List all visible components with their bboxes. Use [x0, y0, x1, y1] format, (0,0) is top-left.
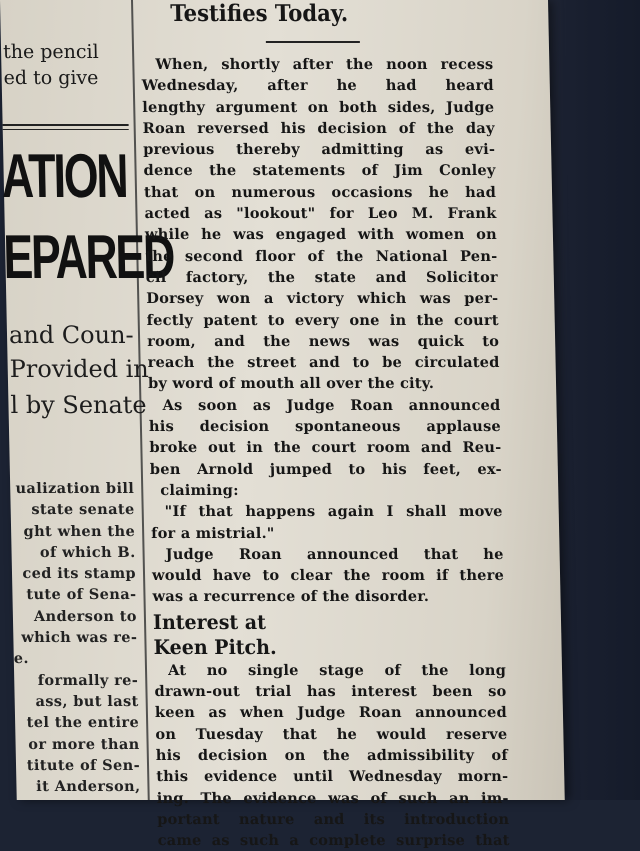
body-line: keen as when Judge Roan announced — [154, 704, 508, 722]
section-subhead-line-1: Interest at — [152, 609, 267, 634]
body-line: At no single stage of the long — [167, 661, 507, 679]
left-body-line: e. — [13, 650, 30, 668]
body-line: while he was engaged with women on — [144, 226, 498, 244]
left-headline-line-1: ATION — [0, 142, 128, 211]
body-line: was a recurrence of the disorder. — [152, 588, 430, 606]
body-line: came as such a complete surprise that — [157, 832, 510, 850]
body-line: his decision spontaneous applause — [148, 418, 502, 436]
left-body-line: which was re- — [21, 629, 138, 647]
body-line: room, and the news was quick to — [146, 332, 500, 350]
body-line: Dorsey won a victory which was per- — [146, 290, 499, 308]
body-line: Wednesday, after he had heard — [141, 77, 494, 95]
body-line: the second floor of the National Pen- — [145, 247, 498, 265]
left-body-line: tel the entire — [26, 714, 140, 732]
left-body-line: or more than — [28, 735, 140, 753]
body-line: lengthy argument on both sides, Judge — [142, 98, 495, 116]
body-line: Roan reversed his decision of the day — [142, 119, 495, 137]
left-body-line: of which B. — [39, 543, 136, 561]
body-line: reach the street and to be circulated — [147, 354, 500, 372]
left-body-line: state senate — [31, 501, 135, 519]
body-line: portant nature and its introduction — [156, 810, 510, 828]
left-body — [10, 478, 145, 797]
body-line: When, shortly after the noon recess — [155, 56, 494, 73]
left-body-line: titute of Sen- — [26, 756, 141, 774]
body-line: broke out in the court room and Reu- — [149, 439, 502, 457]
body-line: acted as "lookout" for Leo M. Frank — [144, 205, 497, 223]
body-line: previous thereby admitting as evi- — [142, 141, 496, 159]
left-rule-thin — [3, 129, 129, 130]
section-subhead-line-2: Keen Pitch. — [153, 634, 277, 659]
body-line: Judge Roan announced that he — [165, 545, 504, 563]
body-line: As soon as Judge Roan announced — [162, 396, 501, 414]
body-line: drawn-out trial has interest been so — [154, 683, 507, 701]
body-line: on Tuesday that he would reserve — [155, 725, 508, 743]
left-headline-line-2: EPARED — [2, 223, 174, 292]
left-body-line: ualization bill — [15, 480, 135, 497]
left-column — [0, 0, 174, 800]
body-line: that on numerous occasions he had — [143, 183, 497, 201]
left-body-line: ass, but last — [35, 692, 139, 710]
left-subhead-line-1: and Coun- — [8, 321, 134, 349]
body-line: fectly patent to every one in the court — [146, 311, 499, 329]
title-rule — [266, 41, 360, 43]
body-line: ing. The evidence was of such an im- — [156, 789, 509, 807]
body-line: dence the statements of Jim Conley — [143, 162, 496, 180]
left-top-line-2: ed to give — [3, 67, 99, 89]
body-line: claiming: — [160, 481, 239, 499]
left-body-line: it Anderson, — [36, 778, 141, 796]
left-subhead-line-2: Provided in — [9, 355, 150, 383]
article-body — [141, 54, 510, 851]
article-title: Testifies Today. — [170, 0, 349, 27]
left-body-line: formally re- — [37, 671, 139, 689]
body-line: would have to clear the room if there — [151, 567, 505, 585]
left-body-line: ced its stamp — [22, 565, 137, 583]
left-top-line-1: the pencil — [2, 41, 99, 63]
body-line: "If that happens again I shall move — [164, 503, 503, 521]
body-line: by word of mouth all over the city. — [147, 375, 435, 393]
body-line: for a mistrial." — [150, 524, 275, 542]
left-rule — [3, 124, 129, 126]
left-body-line: ght when the — [23, 522, 136, 540]
body-line: ben Arnold jumped to his feet, ex- — [149, 460, 503, 478]
left-body-line: Anderson to — [33, 607, 138, 625]
left-body-line: tute of Sena- — [26, 586, 137, 604]
body-line: cil factory, the state and Solicitor — [145, 268, 498, 286]
body-line: this evidence until Wednesday morn- — [156, 768, 509, 786]
body-line: his decision on the admissibility of — [155, 746, 509, 764]
left-subhead-line-3: l by Senate — [10, 391, 147, 419]
